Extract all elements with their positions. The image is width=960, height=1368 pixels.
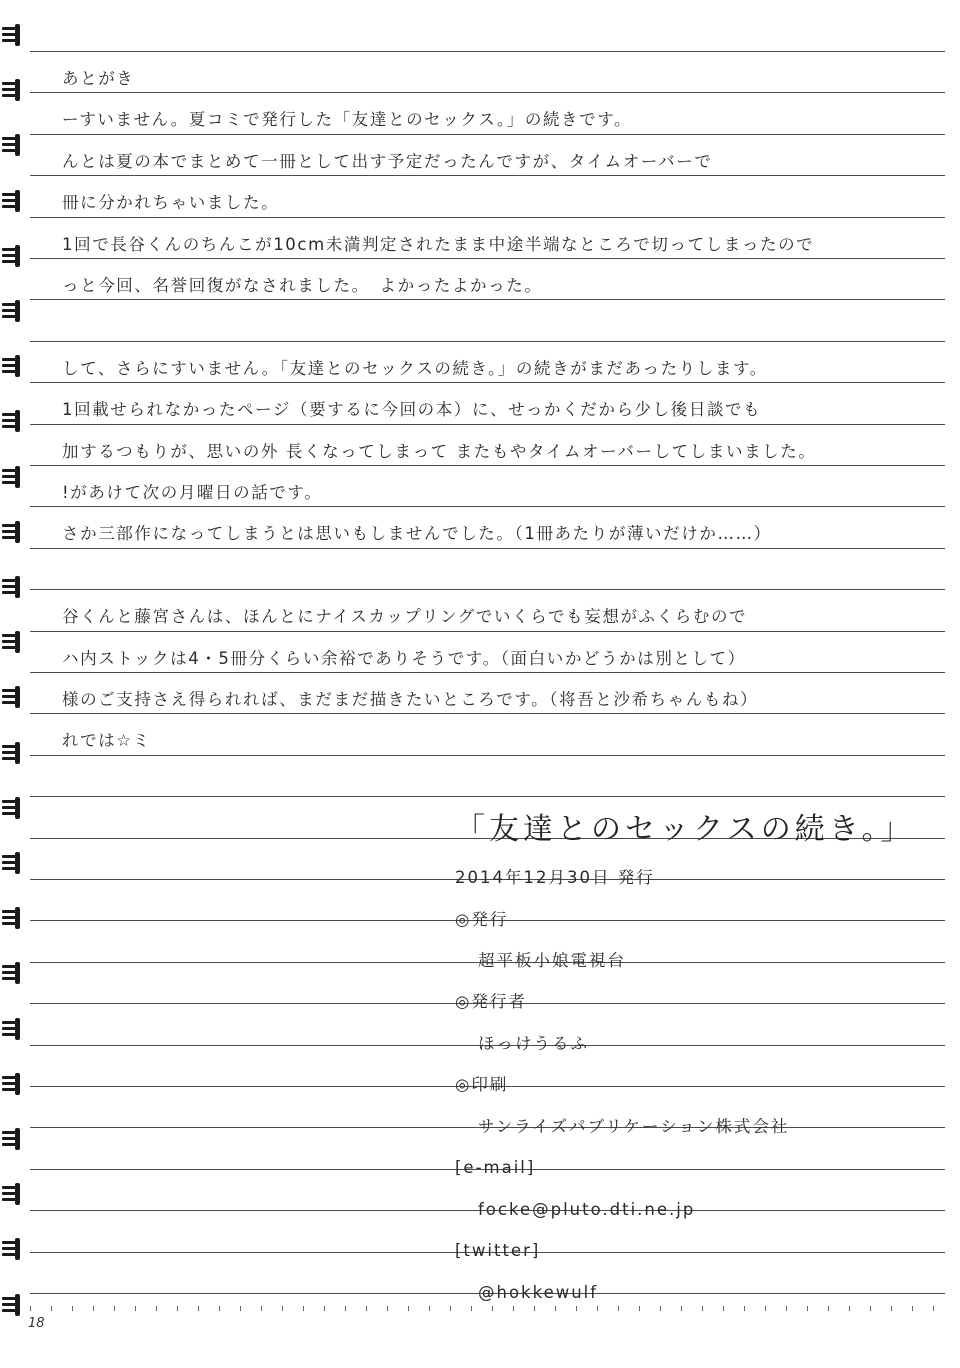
ruled-line xyxy=(30,506,945,507)
ruler-tick xyxy=(492,1306,493,1311)
ruled-line xyxy=(30,51,945,52)
ruler-tick xyxy=(429,1306,430,1311)
spiral-ring-icon xyxy=(2,962,22,984)
ruled-line xyxy=(30,258,945,259)
ruler-tick xyxy=(240,1306,241,1311)
afterword-line: 加するつもりが、思いの外 長くなってしまって またもやタイムオーバーしてしまいました。 xyxy=(62,442,817,461)
afterword-line: して、さらにすいません。「友達とのセックスの続き。」の続きがまだあったりします。 xyxy=(62,359,768,378)
ruler-tick xyxy=(261,1306,262,1311)
colophon-twitter-label: [twitter] xyxy=(455,1241,541,1260)
afterword-line: 1回で長谷くんのちんこが10cm未満判定されたまま中途半端なところで切ってしまったので xyxy=(62,235,815,254)
spiral-ring-icon xyxy=(2,355,22,377)
ruled-line xyxy=(30,134,945,135)
afterword-line: 冊に分かれちゃいました。 xyxy=(62,193,280,212)
ruler-tick xyxy=(471,1306,472,1311)
colophon-printer: サンライズパブリケーション株式会社 xyxy=(478,1117,790,1136)
ruler-tick xyxy=(534,1306,535,1311)
ruled-line xyxy=(30,341,945,342)
afterword-line: んとは夏の本でまとめて一冊として出す予定だったんですが、タイムオーバーで xyxy=(62,152,713,171)
ruler-tick xyxy=(513,1306,514,1311)
ruler-tick xyxy=(618,1306,619,1311)
spiral-ring-icon xyxy=(2,742,22,764)
ruler-tick xyxy=(219,1306,220,1311)
ruler-tick xyxy=(303,1306,304,1311)
spiral-ring-icon xyxy=(2,1073,22,1095)
ruler-tick xyxy=(387,1306,388,1311)
colophon-printer-label: ◎印刷 xyxy=(455,1075,509,1094)
ruler-tick xyxy=(156,1306,157,1311)
spiral-ring-icon xyxy=(2,410,22,432)
ruler-tick xyxy=(639,1306,640,1311)
ruler-tick xyxy=(681,1306,682,1311)
ruler-tick xyxy=(93,1306,94,1311)
colophon-author: ほっけうるふ xyxy=(478,1034,589,1053)
spiral-ring-icon xyxy=(2,576,22,598)
afterword-line: 谷くんと藤宮さんは、ほんとにナイスカップリングでいくらでも妄想がふくらむので xyxy=(62,607,748,626)
ruled-line xyxy=(30,548,945,549)
afterword-line: 1回載せられなかったページ（要するに今回の本）に、せっかくだから少し後日談でも xyxy=(62,400,762,419)
colophon-publisher-label: ◎発行 xyxy=(455,910,509,929)
ruler-tick xyxy=(366,1306,367,1311)
ruled-line xyxy=(30,92,945,93)
ruler-tick xyxy=(744,1306,745,1311)
ruler-tick xyxy=(702,1306,703,1311)
ruler-tick xyxy=(891,1306,892,1311)
ruler-tick xyxy=(177,1306,178,1311)
ruler-tick xyxy=(870,1306,871,1311)
ruler-tick xyxy=(345,1306,346,1311)
colophon-date: 2014年12月30日 発行 xyxy=(455,868,655,887)
spiral-ring-icon xyxy=(2,466,22,488)
spiral-ring-icon xyxy=(2,686,22,708)
afterword-line: あとがき xyxy=(62,69,135,88)
spiral-ring-icon xyxy=(2,852,22,874)
ruled-line xyxy=(30,382,945,383)
colophon-publisher: 超平板小娘電視台 xyxy=(478,951,626,970)
afterword-line: さか三部作になってしまうとは思いもしませんでした。（1冊あたりが薄いだけか……） xyxy=(62,524,772,543)
spiral-ring-icon xyxy=(2,521,22,543)
ruled-line xyxy=(30,175,945,176)
afterword-line: 様のご支持さえ得られれば、まだまだ描きたいところです。（将吾と沙希ちゃんもね） xyxy=(62,690,759,709)
colophon-email: focke@pluto.dti.ne.jp xyxy=(478,1200,696,1219)
ruler-tick xyxy=(912,1306,913,1311)
ruler-tick xyxy=(30,1306,31,1311)
ruler-tick xyxy=(408,1306,409,1311)
colophon-title: 「友達とのセックスの続き。」 xyxy=(455,812,915,847)
colophon-twitter: @hokkewulf xyxy=(478,1283,599,1302)
spiral-ring-icon xyxy=(2,1294,22,1316)
ruler-tick xyxy=(660,1306,661,1311)
ruler-tick xyxy=(786,1306,787,1311)
spiral-ring-icon xyxy=(2,245,22,267)
ruled-line xyxy=(30,755,945,756)
spiral-ring-icon xyxy=(2,797,22,819)
ruler-tick xyxy=(933,1306,934,1311)
afterword-line: ハ内ストックは4・5冊分くらい余裕でありそうです。（面白いかどうかは別として） xyxy=(62,649,746,668)
afterword-line: !があけて次の月曜日の話です。 xyxy=(62,483,323,502)
bottom-ruler xyxy=(30,1303,945,1311)
ruler-tick xyxy=(282,1306,283,1311)
ruler-tick xyxy=(576,1306,577,1311)
spiral-ring-icon xyxy=(2,1183,22,1205)
ruler-tick xyxy=(849,1306,850,1311)
afterword-line: ーすいません。夏コミで発行した「友達とのセックス。」の続きです。 xyxy=(62,110,633,129)
spiral-ring-icon xyxy=(2,134,22,156)
ruled-line xyxy=(30,465,945,466)
ruled-line xyxy=(30,217,945,218)
ruler-tick xyxy=(135,1306,136,1311)
spiral-ring-icon xyxy=(2,907,22,929)
afterword-line: れでは☆ミ xyxy=(62,731,151,750)
ruler-tick xyxy=(324,1306,325,1311)
spiral-ring-icon xyxy=(2,1128,22,1150)
ruler-tick xyxy=(198,1306,199,1311)
colophon-email-label: [e-mail] xyxy=(455,1158,536,1177)
ruler-tick xyxy=(51,1306,52,1311)
spiral-ring-icon xyxy=(2,300,22,322)
spiral-ring-icon xyxy=(2,79,22,101)
spiral-ring-icon xyxy=(2,631,22,653)
ruler-tick xyxy=(723,1306,724,1311)
ruler-tick xyxy=(114,1306,115,1311)
ruler-tick xyxy=(765,1306,766,1311)
ruler-tick xyxy=(828,1306,829,1311)
ruled-line xyxy=(30,424,945,425)
ruler-tick xyxy=(807,1306,808,1311)
afterword-line: っと今回、名誉回復がなされました。 よかったよかった。 xyxy=(62,276,543,295)
ruled-line xyxy=(30,589,945,590)
spiral-ring-icon xyxy=(2,190,22,212)
ruler-tick xyxy=(450,1306,451,1311)
spiral-ring-icon xyxy=(2,1238,22,1260)
ruler-tick xyxy=(555,1306,556,1311)
page-number: 18 xyxy=(28,1316,45,1331)
ruled-line xyxy=(30,299,945,300)
ruled-line xyxy=(30,631,945,632)
spiral-ring-icon xyxy=(2,24,22,46)
ruled-line xyxy=(30,713,945,714)
ruler-tick xyxy=(597,1306,598,1311)
colophon-author-label: ◎発行者 xyxy=(455,992,527,1011)
ruled-line xyxy=(30,796,945,797)
ruled-line xyxy=(30,672,945,673)
spiral-ring-icon xyxy=(2,1018,22,1040)
ruler-tick xyxy=(72,1306,73,1311)
